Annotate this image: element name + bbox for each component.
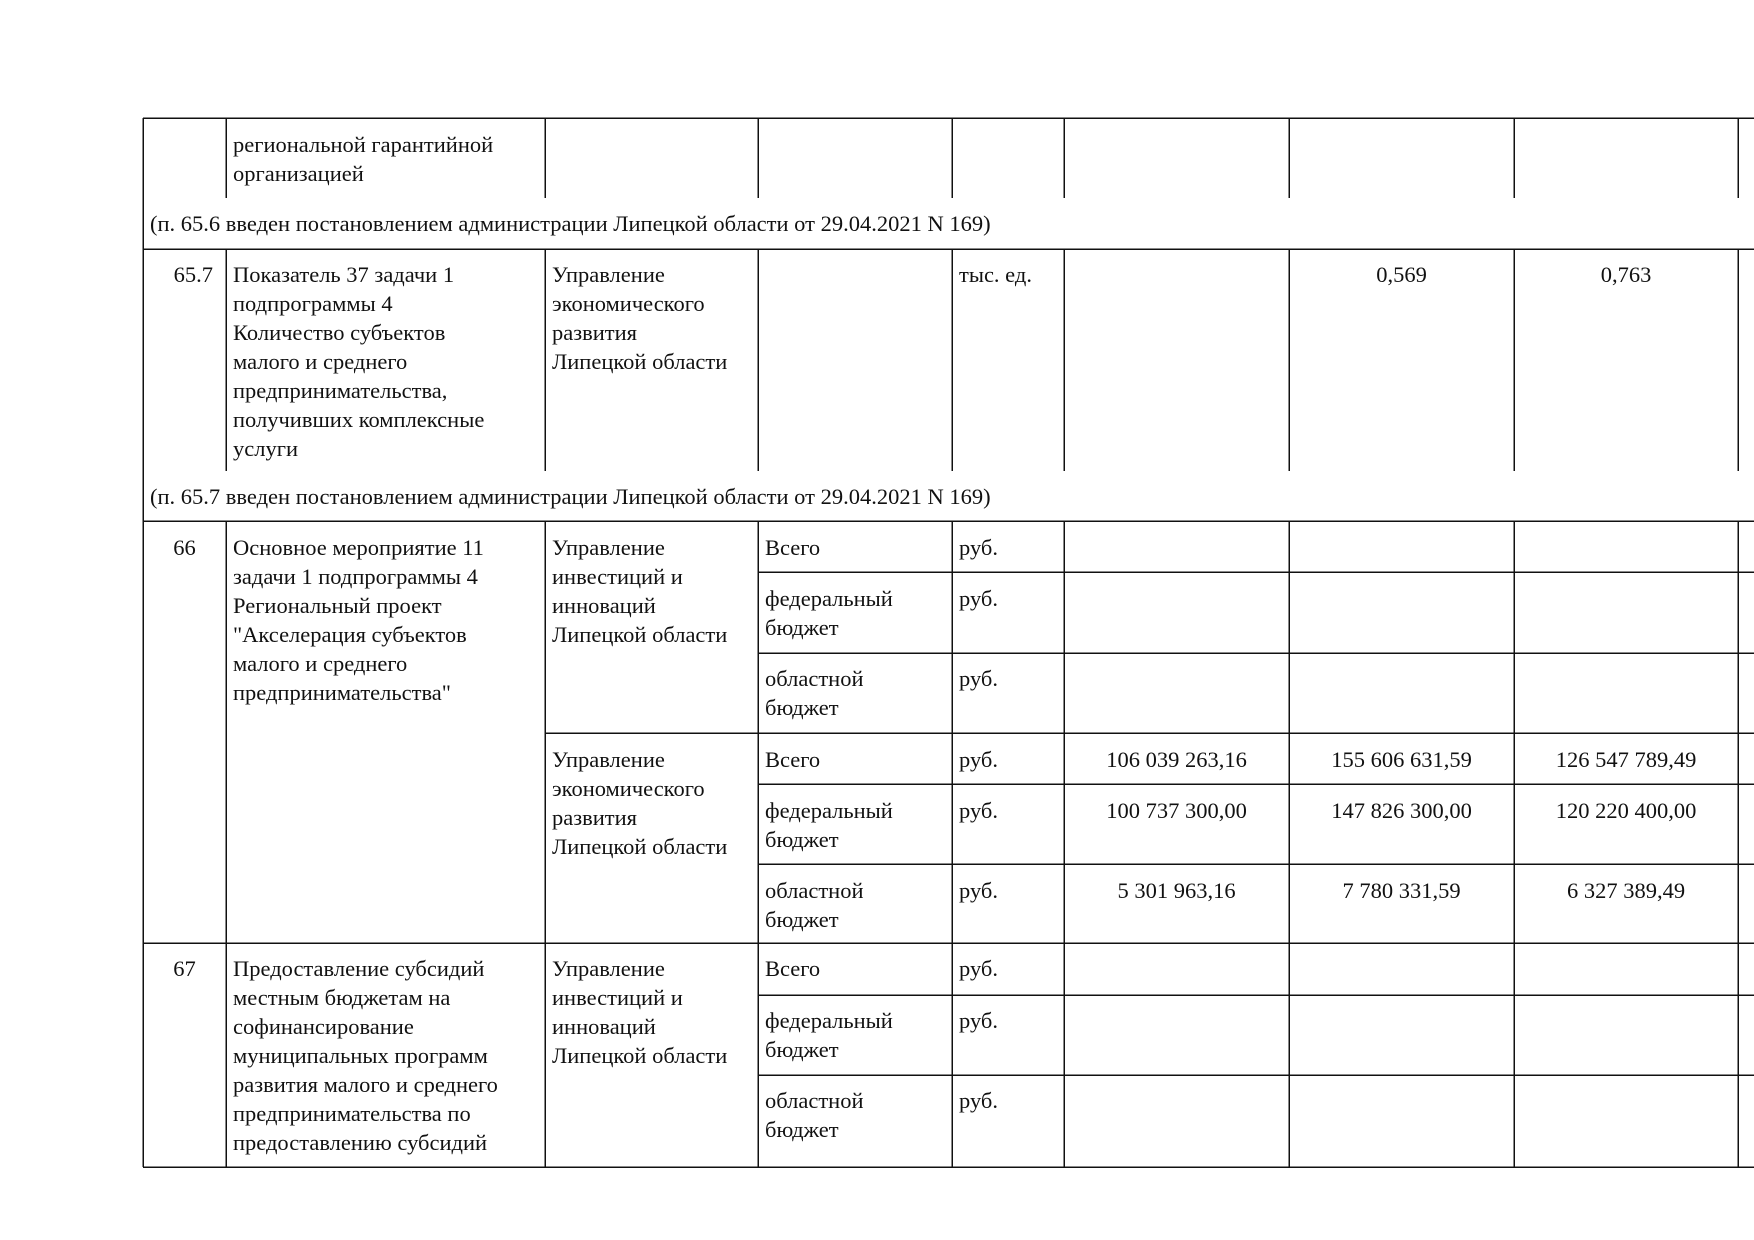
row-66-sub-1-unit: руб.: [959, 535, 998, 560]
row-66-sub-6-unit: руб.: [959, 878, 998, 903]
row-66-sub-5-value-2: 147 826 300,00: [1331, 798, 1472, 823]
row-67-sub-1-source: Всего: [765, 956, 821, 981]
row-66-sub-4-value-2: 155 606 631,59: [1331, 747, 1472, 772]
row-67-executor: Управление инвестиций и инноваций Липецкой области: [552, 956, 728, 1068]
row-67-sub-2-unit: руб.: [959, 1008, 998, 1033]
row-66-sub-1-source: Всего: [765, 535, 821, 560]
row-65-7-executor: Управление экономического развития Липецкой области: [552, 262, 728, 374]
row-67-name: Предоставление субсидий местным бюджетам на софинансирование муниципальных программ развития малого и среднего предпринимательства по предоставлению субсидий: [233, 956, 498, 1155]
row-67-sub-1-unit: руб.: [959, 956, 998, 981]
amendment-note-65-6: (п. 65.6 введен постановлением администрации Липецкой области от 29.04.2021 N 169): [150, 211, 991, 236]
row-66-sub-4-value-1: 106 039 263,16: [1106, 747, 1247, 772]
row-66-sub-6-value-2: 7 780 331,59: [1342, 878, 1461, 903]
row-66-executor-investment: Управление инвестиций и инноваций Липецкой области: [552, 535, 728, 647]
row-66-sub-6-source: областной бюджет: [765, 878, 864, 932]
row-66-sub-3-unit: руб.: [959, 666, 998, 691]
row-66-sub-5-value-1: 100 737 300,00: [1106, 798, 1247, 823]
row-67-number: 67: [173, 956, 196, 981]
row-66-sub-2-source: федеральный бюджет: [765, 586, 893, 640]
row-67-sub-2-source: федеральный бюджет: [765, 1008, 893, 1062]
row-66-sub-5-value-3: 120 220 400,00: [1555, 798, 1697, 823]
row-66-sub-5-unit: руб.: [959, 798, 998, 823]
row-66-sub-6-value-1: 5 301 963,16: [1117, 878, 1236, 903]
row-65-7-unit: тыс. ед.: [959, 262, 1032, 287]
row-65-6-name: региональной гарантийной организацией: [233, 132, 494, 186]
row-67-sub-3-unit: руб.: [959, 1088, 998, 1113]
row-66-name: Основное мероприятие 11 задачи 1 подпрограммы 4 Региональный проект "Акселерация субъектов малого и среднего предпринимательства": [233, 535, 484, 705]
row-66-sub-4-unit: руб.: [959, 747, 998, 772]
row-66-sub-4-source: Всего: [765, 747, 821, 772]
row-66-sub-5-source: федеральный бюджет: [765, 798, 893, 852]
row-65-7-value-3: 0,763: [1600, 262, 1652, 287]
row-65-7-value-2: 0,569: [1376, 262, 1427, 287]
row-66-sub-2-unit: руб.: [959, 586, 998, 611]
amendment-note-65-7: (п. 65.7 введен постановлением администрации Липецкой области от 29.04.2021 N 169): [150, 484, 991, 509]
row-66-sub-6-value-3: 6 327 389,49: [1566, 878, 1686, 903]
row-66-sub-3-source: областной бюджет: [765, 666, 864, 720]
row-65-7-name: Показатель 37 задачи 1 подпрограммы 4 Количество субъектов малого и среднего предпринимательства, получивших комплексные услуги: [233, 262, 485, 461]
row-67-sub-3-source: областной бюджет: [765, 1088, 864, 1142]
row-66-executor-economic: Управление экономического развития Липецкой области: [552, 747, 728, 859]
row-66-number: 66: [173, 535, 196, 560]
row-66-sub-4-value-3: 126 547 789,49: [1555, 747, 1697, 772]
row-65-7-number: 65.7: [173, 262, 213, 287]
